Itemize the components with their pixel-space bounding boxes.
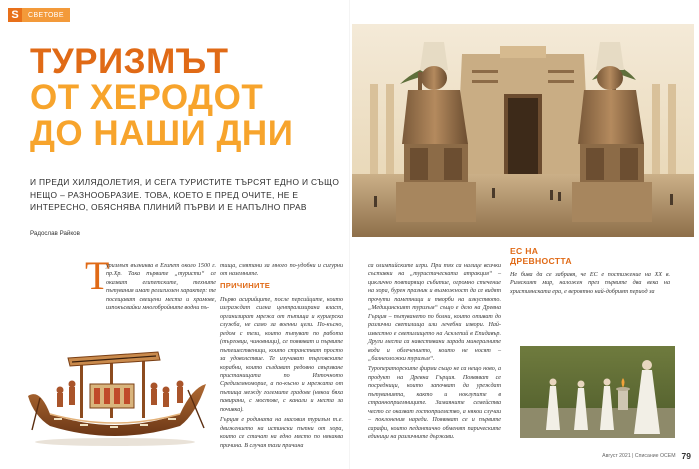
olympic-flame-ceremony-photo — [520, 346, 675, 438]
column-3-paragraph-2: Туроператорските фирми също не са нещо ново, а продукт на Древна Гърция. Появяват се посредници, които започват да уреждат пътуванията, както и ноклупите в странноприемниците. Замаяните семейства често се оказват гостоприемство, а някои случаи – поклонения нареди. Появяват се и първите сарафи, които педантично обменят парическите единици на различните държави. — [368, 366, 501, 441]
column-2 — [220, 262, 343, 452]
section-tag — [8, 8, 70, 22]
headline-line-2: ОТ ХЕРОДОТ — [30, 78, 264, 117]
headline-line-1: ТУРИЗМЪТ — [30, 42, 229, 81]
egyptian-boat-model-image — [20, 318, 210, 448]
column-4-paragraph: Не бива да се забравя, че ЕС е постижение на XX в. Римският мир, наложен през първите два века на християнската ера, е вероятно най-добрият период за — [510, 272, 670, 295]
egyptian-temple-illustration — [352, 24, 694, 237]
lead-paragraph: И ПРЕДИ ХИЛЯДОЛЕТИЯ, И СЕГА ТУРИСТИТЕ ТЪРСЯТ ЕДНО И СЪЩО НЕЩО – РАЗНООБРАЗИЕ. ТОВА, КОЕТО Е ПРЕД ОЧИТЕ, НЕ Е ИНТЕРЕСНО, ОБЯСНЯВА ПЛИНИЙ ПЪРВИ И Е НАПЪЛНО ПРАВ — [30, 177, 340, 212]
page-number: 79 — [681, 451, 691, 461]
dropcap: Т — [85, 253, 110, 298]
column-3-paragraph-1: са олимпийските игри. При тях са налице всички съставки на „туристическата атракция“ – циклично повтарящо събитие, огромно стечение на хора, бурен празник и възможност да се видят прочути паметници и творби на изкуството. „Медицинският туризъм“ също е дело на Древна Гърция – пътуването по болни, които отиват до различни светилища или лечебни извори. Най-известно е светилището на Асклепий в Епидавър. Други места са навестявани заради минералните води и облечението, които не носят – „балнеоложки туризъм“. — [368, 263, 501, 362]
column-1 — [86, 262, 216, 315]
author-byline: Радослав Райков — [30, 230, 80, 237]
column-2-paragraph-3: Гърция е родината на масовия туризъм т.е. движението на истински пътни от хора, които се стичат на едно място по някаква причина. В случая тази причина — [220, 417, 343, 449]
headline — [30, 44, 345, 152]
column-2-paragraph-2: Първо асирийците, после персийците, които изграждат силна централизирана власт, организират мрежа от пътища и куриерска служба, не само за военни цели. По-късно, редом с тези, които пътуват по работа (търговци, чиновници), се появяват и първите пътешественици, които странстват просто за удоволствие. Те изучават търговските корабни, които създават редовно свързване пристанищата по Източното Средиземноморие, а по-късно и мрежата от пътища между големите градове (някои бяха павирани, с мостове, с канали и места за почивка). — [220, 296, 343, 413]
section-label: СВЕТОВЕ — [22, 8, 70, 22]
page-footer — [602, 451, 691, 461]
subhead-eu-antiquity — [510, 246, 670, 266]
subhead-line-1: ЕС НА — [510, 246, 539, 256]
column-2-paragraph-1: тища, смятани за много по-удобни и сигурни от наземните. — [220, 263, 343, 278]
headline-line-3: ДО НАШИ ДНИ — [30, 114, 294, 153]
column-1-paragraph: уризмът възниква в Египет около 1500 г. пр.Хр. Така първите „туристи“ се оказват египетските, техните пътувания имат религиозен характер: те посещават свещени места и храмове, изпокъсвайки многобройните водни пъ- — [106, 263, 216, 312]
section-number: S — [8, 8, 22, 22]
footer-issue: Август 2021 | Списание ОСЕМ — [602, 453, 676, 459]
page-gutter — [349, 0, 350, 469]
subhead-reasons: ПРИЧИНИТЕ — [220, 280, 271, 290]
column-3 — [368, 262, 501, 444]
subhead-line-2: ДРЕВНОСТТА — [510, 256, 572, 266]
column-4 — [510, 244, 670, 298]
